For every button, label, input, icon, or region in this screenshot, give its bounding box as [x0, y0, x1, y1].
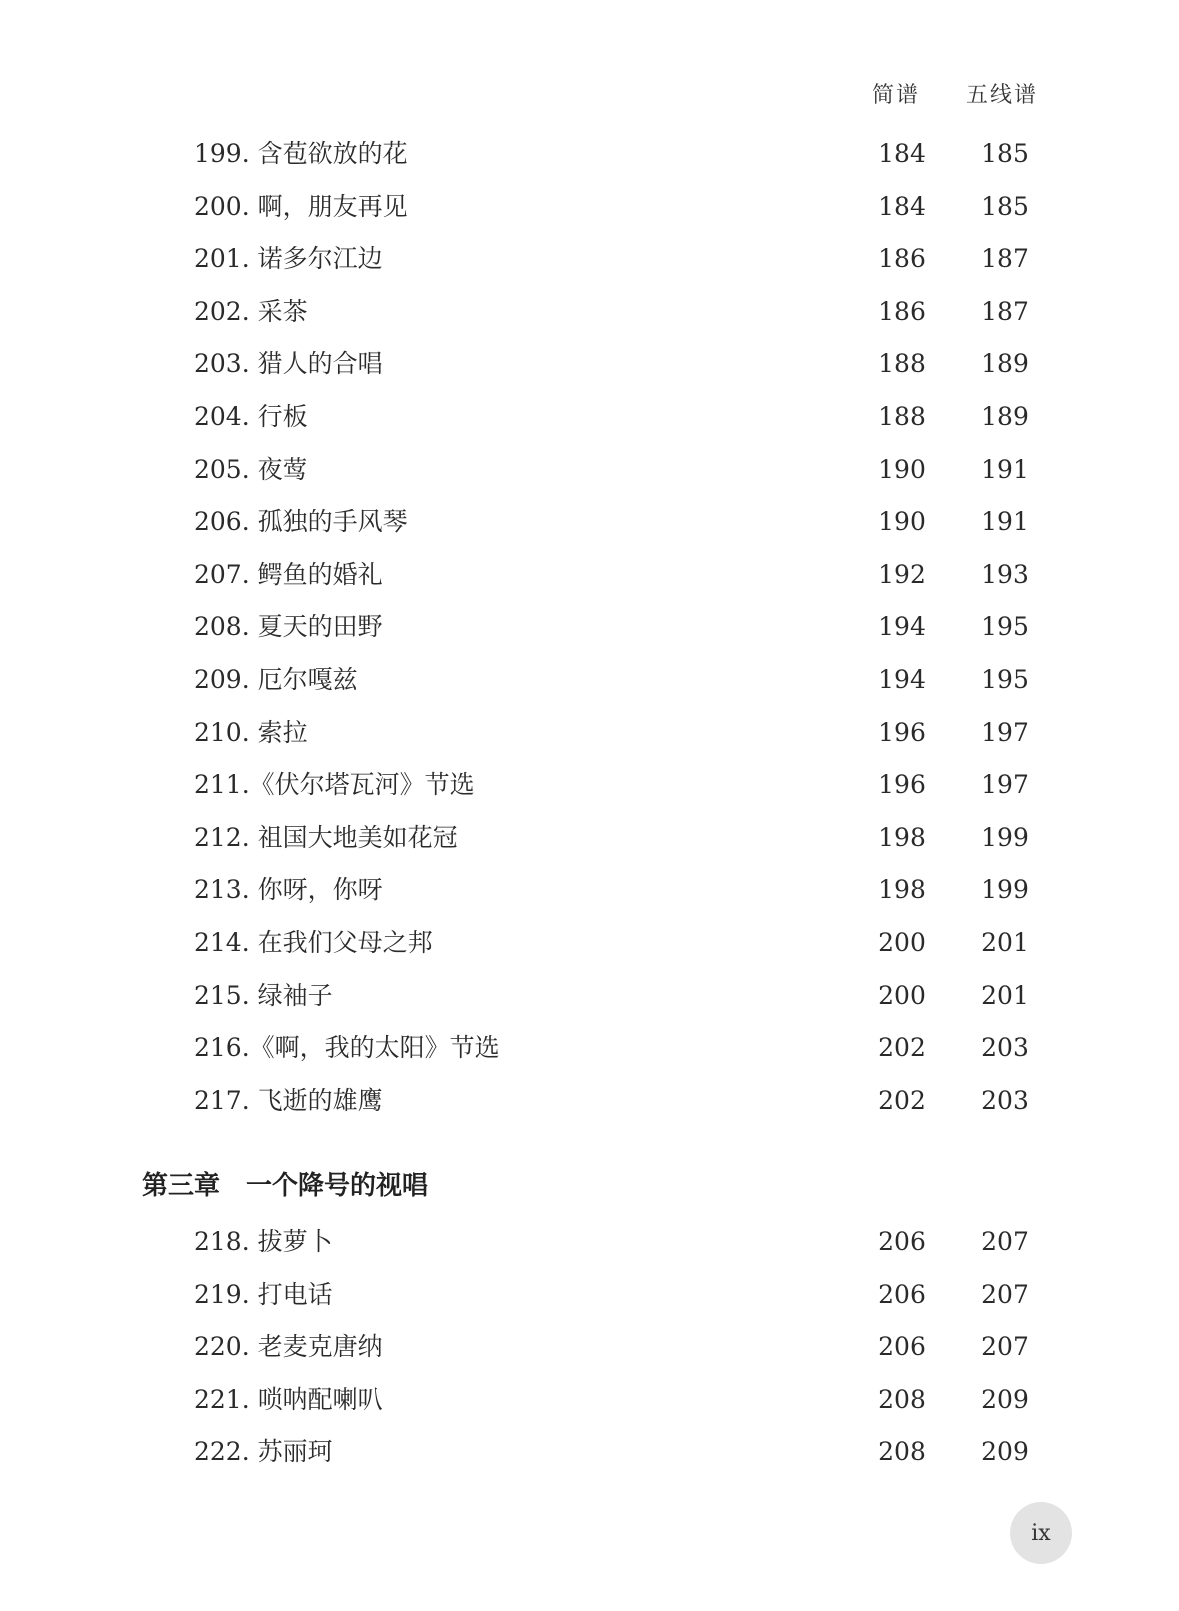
toc-entry-title: 210. 索拉 [194, 717, 308, 747]
toc-entry-jianpu-page: 188 [878, 349, 926, 379]
toc-entry-jianpu-page: 208 [878, 1437, 926, 1467]
toc-entry-title: 216.《啊，我的太阳》节选 [194, 1033, 500, 1063]
toc-entry-jianpu-page: 188 [878, 402, 926, 431]
toc-entry-jianpu-page: 206 [878, 1332, 926, 1362]
toc-entry [0, 818, 1179, 858]
toc-entry [0, 450, 1179, 490]
toc-entry-title: 203. 猎人的合唱 [194, 349, 383, 379]
toc-entry-jianpu-page: 208 [878, 1384, 926, 1414]
toc-entry-title: 202. 采茶 [194, 296, 308, 326]
toc-entry-wuxianpu-page: 193 [981, 559, 1029, 589]
toc-entry-wuxianpu-page: 203 [981, 1033, 1029, 1063]
toc-entry-wuxianpu-page: 207 [981, 1279, 1029, 1309]
toc-entry-wuxianpu-page: 191 [981, 454, 1029, 484]
toc-entry-title: 201. 诺多尔江边 [194, 244, 383, 274]
toc-entry-jianpu-page: 194 [878, 612, 926, 642]
toc-entry-title: 207. 鳄鱼的婚礼 [194, 559, 383, 589]
toc-entry-wuxianpu-page: 195 [981, 665, 1029, 694]
toc-entry-title: 218. 拔萝卜 [194, 1227, 333, 1256]
toc-entry-wuxianpu-page: 209 [981, 1384, 1029, 1414]
toc-entry [0, 344, 1179, 384]
toc-entry [0, 397, 1179, 437]
toc-entry-wuxianpu-page: 189 [981, 349, 1029, 379]
toc-entry-title: 209. 厄尔嘎兹 [194, 665, 358, 694]
toc-entry [0, 555, 1179, 595]
toc-entry [0, 292, 1179, 332]
toc-entry [0, 976, 1179, 1016]
toc-entry-jianpu-page: 198 [878, 822, 926, 852]
toc-entry-wuxianpu-page: 187 [981, 296, 1029, 326]
toc-entry-jianpu-page: 202 [878, 1033, 926, 1063]
toc-entry-wuxianpu-page: 185 [981, 139, 1029, 168]
column-header-jianpu: 简谱 [872, 83, 921, 108]
toc-entry-title: 219. 打电话 [194, 1279, 333, 1309]
toc-entry-title: 222. 苏丽珂 [194, 1437, 333, 1467]
toc-entry-jianpu-page: 190 [878, 454, 926, 484]
toc-entry-title: 199. 含苞欲放的花 [194, 139, 408, 168]
toc-entry-title: 211.《伏尔塔瓦河》节选 [194, 770, 475, 800]
toc-entry [0, 1380, 1179, 1420]
chapter-heading: 第三章 一个降号的视唱 [142, 1171, 429, 1201]
toc-entry-jianpu-page: 198 [878, 875, 926, 905]
toc-entry-wuxianpu-page: 203 [981, 1085, 1029, 1115]
toc-entry [0, 1028, 1179, 1068]
toc-entry [0, 1327, 1179, 1367]
toc-entry-jianpu-page: 184 [878, 191, 926, 221]
toc-entry [0, 1432, 1179, 1472]
toc-entry-wuxianpu-page: 199 [981, 875, 1029, 905]
toc-entry [0, 607, 1179, 647]
toc-entry-wuxianpu-page: 209 [981, 1437, 1029, 1467]
toc-entry-title: 217. 飞逝的雄鹰 [194, 1085, 383, 1115]
toc-entry-jianpu-page: 206 [878, 1279, 926, 1309]
toc-entry-wuxianpu-page: 207 [981, 1332, 1029, 1362]
toc-entry-jianpu-page: 206 [878, 1227, 926, 1256]
toc-entry-wuxianpu-page: 199 [981, 822, 1029, 852]
toc-entry [0, 1081, 1179, 1121]
toc-entry-title: 214. 在我们父母之邦 [194, 928, 433, 957]
toc-entry [0, 1275, 1179, 1315]
toc-entry-jianpu-page: 186 [878, 296, 926, 326]
toc-entry-jianpu-page: 200 [878, 928, 926, 957]
toc-entry-jianpu-page: 194 [878, 665, 926, 694]
toc-entry [0, 134, 1179, 174]
toc-entry [0, 713, 1179, 753]
toc-entry-title: 220. 老麦克唐纳 [194, 1332, 383, 1362]
toc-entry [0, 870, 1179, 910]
toc-entry [0, 765, 1179, 805]
toc-entry-wuxianpu-page: 207 [981, 1227, 1029, 1256]
toc-entry-jianpu-page: 186 [878, 244, 926, 274]
toc-entry [0, 502, 1179, 542]
toc-entry-wuxianpu-page: 185 [981, 191, 1029, 221]
toc-entry-title: 205. 夜莺 [194, 454, 308, 484]
toc-entry [0, 660, 1179, 700]
toc-entry-title: 208. 夏天的田野 [194, 612, 383, 642]
toc-entry-wuxianpu-page: 189 [981, 402, 1029, 431]
toc-entry-title: 221. 唢呐配喇叭 [194, 1384, 383, 1414]
toc-entry-jianpu-page: 202 [878, 1085, 926, 1115]
toc-entry-jianpu-page: 192 [878, 559, 926, 589]
toc-entry [0, 239, 1179, 279]
toc-entry-title: 204. 行板 [194, 402, 308, 431]
page-number-badge [1010, 1502, 1072, 1564]
toc-entry [0, 923, 1179, 963]
toc-entry-wuxianpu-page: 201 [981, 980, 1029, 1010]
toc-entry-jianpu-page: 190 [878, 507, 926, 537]
toc-entry [0, 1222, 1179, 1262]
column-header-wuxianpu: 五线谱 [966, 83, 1039, 108]
toc-entry-wuxianpu-page: 195 [981, 612, 1029, 642]
toc-entry [0, 187, 1179, 227]
page-number: ix [1031, 1520, 1051, 1546]
toc-entry-wuxianpu-page: 187 [981, 244, 1029, 274]
toc-entry-jianpu-page: 196 [878, 717, 926, 747]
toc-entry-title: 206. 孤独的手风琴 [194, 507, 408, 537]
toc-entry-wuxianpu-page: 191 [981, 507, 1029, 537]
toc-entry-title: 212. 祖国大地美如花冠 [194, 822, 458, 852]
toc-entry-jianpu-page: 184 [878, 139, 926, 168]
toc-entry-wuxianpu-page: 201 [981, 928, 1029, 957]
toc-entry-jianpu-page: 200 [878, 980, 926, 1010]
toc-entry-wuxianpu-page: 197 [981, 770, 1029, 800]
toc-entry-jianpu-page: 196 [878, 770, 926, 800]
toc-entry-title: 215. 绿袖子 [194, 980, 333, 1010]
toc-entry-title: 213. 你呀，你呀 [194, 875, 383, 905]
toc-entry-title: 200. 啊，朋友再见 [194, 191, 408, 221]
toc-entry-wuxianpu-page: 197 [981, 717, 1029, 747]
